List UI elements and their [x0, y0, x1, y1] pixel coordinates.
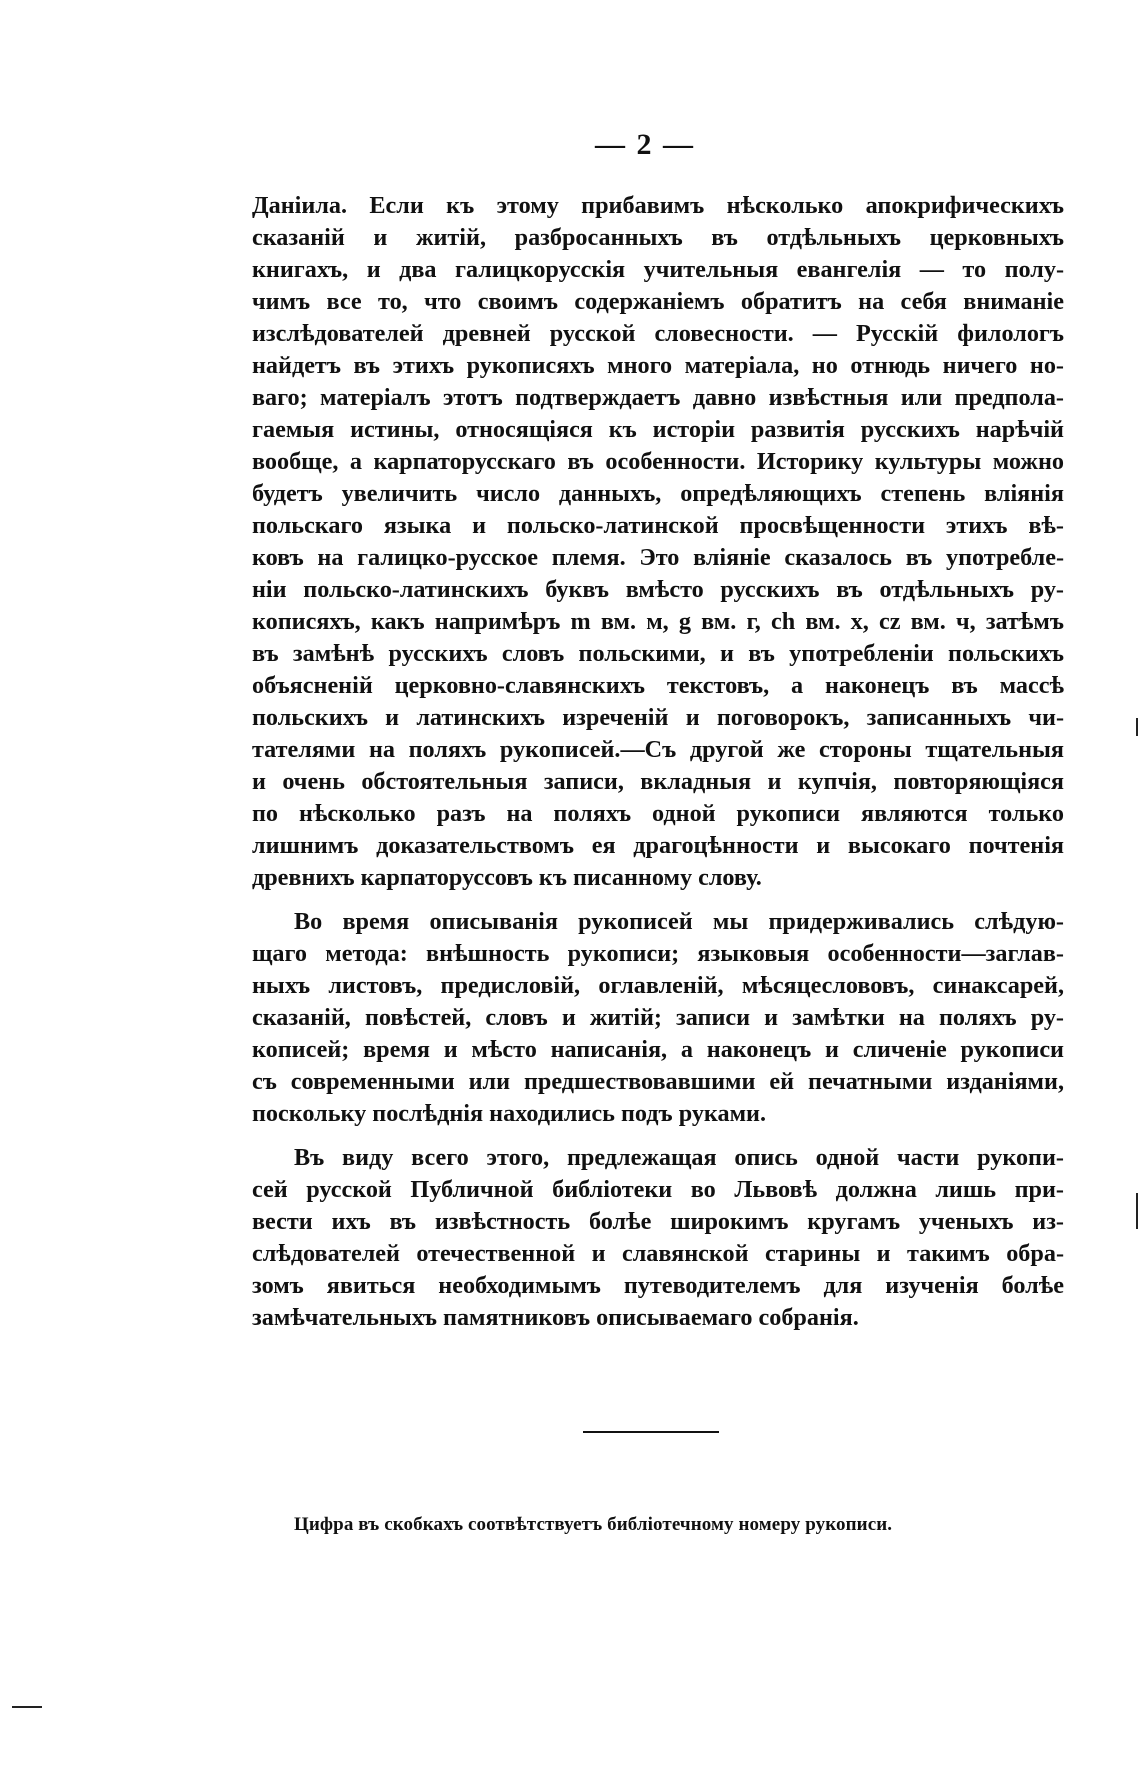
- text-line: изслѣдователей древней русской словесности. — Русскій филологъ: [252, 320, 1064, 347]
- text-line: по нѣсколько разъ на поляхъ одной рукописи являются только: [252, 800, 1064, 827]
- separator-rule: [583, 1431, 719, 1433]
- text-line: вообще, а карпаторусскаго въ особенности. Историку культуры можно: [252, 448, 1064, 475]
- text-line: слѣдователей отечественной и славянской старины и такимъ обра-: [252, 1240, 1064, 1267]
- text-line: книгахъ, и два галицкорусскія учительныя евангелія — то полу-: [252, 256, 1064, 283]
- text-line: зомъ явиться необходимымъ путеводителемъ для изученія болѣе: [252, 1272, 1064, 1299]
- footnote: Цифра въ скобкахъ соотвѣтствуетъ библіотечному номеру рукописи.: [294, 1514, 893, 1535]
- text-line: кописей; время и мѣсто написанія, а наконецъ и сличеніе рукописи: [252, 1036, 1064, 1063]
- paragraph-1: [252, 190, 1064, 894]
- text-line: въ замѣнѣ русскихъ словъ польскими, и въ употребленіи польскихъ: [252, 640, 1064, 667]
- text-line: сказаній, повѣстей, словъ и житій; записи и замѣтки на поляхъ ру-: [252, 1004, 1064, 1031]
- text-line: тателями на поляхъ рукописей.—Съ другой же стороны тщательныя: [252, 736, 1064, 763]
- text-line: ковъ на галицко-русское племя. Это вліяніе сказалось въ употребле-: [252, 544, 1064, 571]
- text-line: замѣчательныхъ памятниковъ описываемаго собранія.: [252, 1304, 859, 1331]
- text-line: чимъ все то, что своимъ содержаніемъ обратитъ на себя вниманіе: [252, 288, 1064, 315]
- text-line: щаго метода: внѣшность рукописи; языковыя особенности—заглав-: [252, 940, 1064, 967]
- text-line: лишнимъ доказательствомъ ея драгоцѣнности и высокаго почтенія: [252, 832, 1064, 859]
- text-line: кописяхъ, какъ напримѣръ m вм. м, g вм. г, ch вм. х, cz вм. ч, затѣмъ: [252, 608, 1064, 635]
- paragraph-2: [252, 906, 1064, 1130]
- text-line: вести ихъ въ извѣстность болѣе широкимъ кругамъ ученыхъ из-: [252, 1208, 1064, 1235]
- text-line: древнихъ карпаторуссовъ къ писанному слову.: [252, 864, 762, 891]
- text-line: гаемыя истины, относящіяся къ исторіи развитія русскихъ нарѣчій: [252, 416, 1064, 443]
- text-line: Во время описыванія рукописей мы придерживались слѣдую-: [294, 908, 1064, 935]
- text-line: будетъ увеличить число данныхъ, опредѣляющихъ степень вліянія: [252, 480, 1064, 507]
- text-line: объясненій церковно-славянскихъ текстовъ, а наконецъ въ массѣ: [252, 672, 1064, 699]
- page-number: — 2 —: [595, 128, 695, 161]
- paragraph-3: [252, 1142, 1064, 1334]
- text-line: найдетъ въ этихъ рукописяхъ много матеріала, но отнюдь ничего но-: [252, 352, 1064, 379]
- text-line: сей русской Публичной библіотеки во Львовѣ должна лишь при-: [252, 1176, 1064, 1203]
- text-line: поскольку послѣднія находились подъ руками.: [252, 1100, 767, 1127]
- text-line: ваго; матеріалъ этотъ подтверждаетъ давно извѣстныя или предпола-: [252, 384, 1064, 411]
- text-line: польскаго языка и польско-латинской просвѣщенности этихъ вѣ-: [252, 512, 1064, 539]
- text-line: Данiила. Если къ этому прибавимъ нѣсколько апокрифическихъ: [252, 192, 1064, 219]
- margin-mark-mid: [1136, 1193, 1138, 1229]
- text-line: и очень обстоятельныя записи, вкладныя и купчія, повторяющіяся: [252, 768, 1064, 795]
- margin-mark-top: [1136, 718, 1138, 736]
- body-text: [252, 190, 1064, 1346]
- text-line: ніи польско-латинскихъ буквъ вмѣсто русскихъ въ отдѣльныхъ ру-: [252, 576, 1064, 603]
- text-line: польскихъ и латинскихъ изреченій и поговорокъ, записанныхъ чи-: [252, 704, 1064, 731]
- margin-mark-bottom: [12, 1706, 42, 1708]
- text-line: Въ виду всего этого, предлежащая опись одной части рукопи-: [294, 1144, 1064, 1171]
- text-line: ныхъ листовъ, предисловій, оглавленій, мѣсяцеслововъ, синаксарей,: [252, 972, 1064, 999]
- text-line: сказаній и житій, разбросанныхъ въ отдѣльныхъ церковныхъ: [252, 224, 1064, 251]
- text-line: съ современными или предшествовавшими ей печатными изданіями,: [252, 1068, 1064, 1095]
